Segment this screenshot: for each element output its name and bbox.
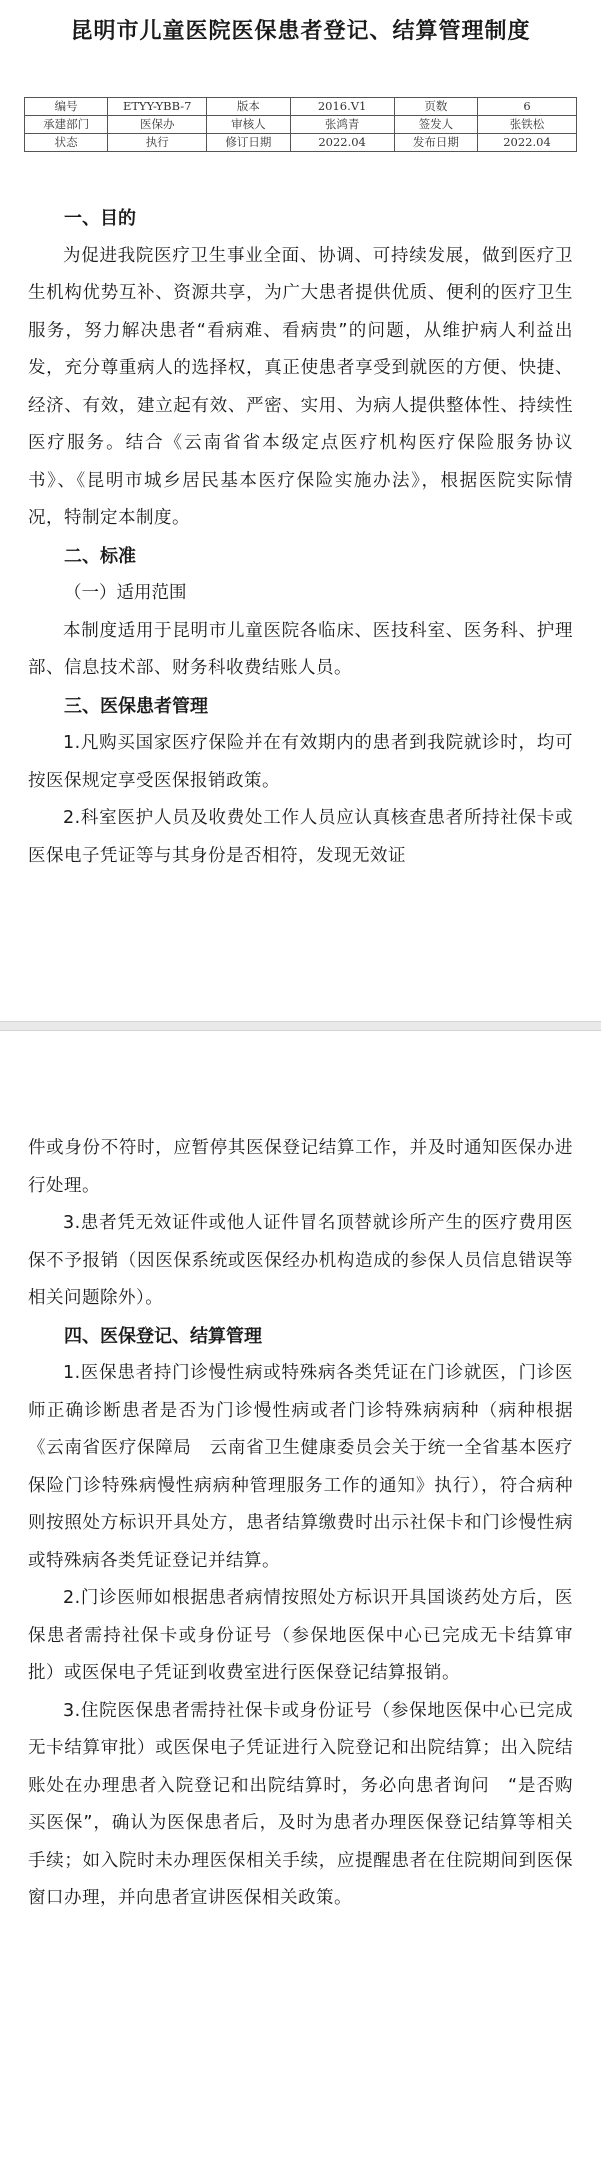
table-cell: 承建部门	[25, 116, 108, 134]
registration-item-2: 2.门诊医师如根据患者病情按照处方标识开具国谈药处方后，医保患者需持社保卡或身份证号（参保地医保中心已完成无卡结算审批）或医保电子凭证到收费室进行医保登记结算报销。	[28, 1588, 573, 1683]
scope-paragraph: 本制度适用于昆明市儿童医院各临床、医技科室、医务科、护理部、信息技术部、财务科收费结账人员。	[28, 620, 573, 678]
table-cell: 2016.V1	[290, 98, 394, 116]
table-cell: 张铁松	[477, 116, 576, 134]
page-divider	[0, 1021, 601, 1031]
patient-management-item-2-part-1: 2.科室医护人员及收费处工作人员应认真核查患者所持社保卡或医保电子凭证等与其身份是否相符，发现无效证	[28, 808, 573, 866]
table-cell: 版本	[207, 98, 290, 116]
section-heading-registration-settlement: 四、医保登记、结算管理	[64, 1325, 262, 1347]
table-cell: 页数	[394, 98, 477, 116]
table-cell: 执行	[108, 134, 207, 152]
table-cell: 6	[477, 98, 576, 116]
table-cell: 发布日期	[394, 134, 477, 152]
table-cell: 审核人	[207, 116, 290, 134]
table-row	[25, 134, 577, 152]
table-cell: 2022.04	[477, 134, 576, 152]
registration-item-1: 1.医保患者持门诊慢性病或特殊病各类凭证在门诊就医，门诊医师正确诊断患者是否为门诊慢性病或者门诊特殊病病种（病种根据《云南省医疗保障局 云南省卫生健康委员会关于统一全省基本医疗保险门诊特殊病慢性病病种管理服务工作的通知》执行），符合病种则按照处方标识开具处方，患者结算缴费时出示社保卡和门诊慢性病或特殊病各类凭证登记并结算。	[28, 1363, 573, 1571]
document-info-table	[24, 97, 577, 152]
section-heading-patient-management: 三、医保患者管理	[64, 695, 208, 717]
table-cell: 签发人	[394, 116, 477, 134]
section-heading-standard: 二、标准	[64, 545, 136, 567]
page-two-body	[0, 1130, 601, 1918]
patient-management-item-3: 3.患者凭无效证件或他人证件冒名顶替就诊所产生的医疗费用医保不予报销（因医保系统或医保经办机构造成的参保人员信息错误等相关问题除外）。	[28, 1213, 573, 1308]
patient-management-item-2-part-2: 件或身份不符时，应暂停其医保登记结算工作，并及时通知医保办进行处理。	[28, 1138, 573, 1196]
table-cell: 状态	[25, 134, 108, 152]
table-cell: 修订日期	[207, 134, 290, 152]
table-cell: 张鸿青	[290, 116, 394, 134]
table-cell: ETYY-YBB-7	[108, 98, 207, 116]
section-heading-purpose: 一、目的	[64, 208, 136, 229]
table-row	[25, 98, 577, 116]
page-one-body	[0, 200, 601, 875]
document-title: 昆明市儿童医院医保患者登记、结算管理制度	[70, 19, 531, 44]
table-cell: 编号	[25, 98, 108, 116]
table-cell: 医保办	[108, 116, 207, 134]
subsection-heading-scope: （一）适用范围	[64, 583, 187, 603]
patient-management-item-1: 1.凡购买国家医疗保险并在有效期内的患者到我院就诊时，均可按医保规定享受医保报销政策。	[28, 733, 573, 791]
purpose-paragraph: 为促进我院医疗卫生事业全面、协调、可持续发展，做到医疗卫生机构优势互补、资源共享，为广大患者提供优质、便利的医疗卫生服务，努力解决患者“看病难、看病贵”的问题，从维护病人利益出发，充分尊重病人的选择权，真正使患者享受到就医的方便、快捷、经济、有效，建立起有效、严密、实用、为病人提供整体性、持续性医疗服务。结合《云南省省本级定点医疗机构医疗保险服务协议书》、《昆明市城乡居民基本医疗保险实施办法》，根据医院实际情况，特制定本制度。	[28, 245, 573, 528]
registration-item-3: 3.住院医保患者需持社保卡或身份证号（参保地医保中心已完成无卡结算审批）或医保电子凭证进行入院登记和出院结算；出入院结账处在办理患者入院登记和出院结算时，务必向患者询问 “是否购买医保”，确认为医保患者后，及时为患者办理医保登记结算等相关手续；如入院时未办理医保相关手续，应提醒患者在住院期间到医保窗口办理，并向患者宣讲医保相关政策。	[28, 1700, 573, 1908]
table-cell: 2022.04	[290, 134, 394, 152]
table-row	[25, 116, 577, 134]
